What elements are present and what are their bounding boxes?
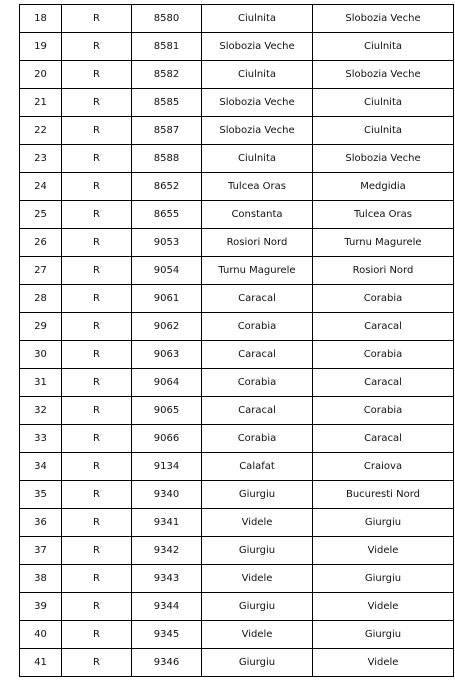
train-number-cell: 9061 xyxy=(132,285,202,313)
train-routes-table xyxy=(19,4,454,677)
category-cell: R xyxy=(62,89,132,117)
train-number-cell: 8588 xyxy=(132,145,202,173)
destination-station-cell: Tulcea Oras xyxy=(313,201,454,229)
origin-station-cell: Giurgiu xyxy=(202,649,313,677)
row-number-cell: 32 xyxy=(20,397,62,425)
row-number-cell: 41 xyxy=(20,649,62,677)
category-cell: R xyxy=(62,33,132,61)
destination-station-cell: Videle xyxy=(313,649,454,677)
row-number-cell: 40 xyxy=(20,621,62,649)
destination-station-cell: Ciulnita xyxy=(313,89,454,117)
category-cell: R xyxy=(62,481,132,509)
origin-station-cell: Tulcea Oras xyxy=(202,173,313,201)
origin-station-cell: Corabia xyxy=(202,313,313,341)
row-number-cell: 20 xyxy=(20,61,62,89)
destination-station-cell: Craiova xyxy=(313,453,454,481)
origin-station-cell: Constanta xyxy=(202,201,313,229)
train-number-cell: 9064 xyxy=(132,369,202,397)
origin-station-cell: Ciulnita xyxy=(202,145,313,173)
train-number-cell: 9063 xyxy=(132,341,202,369)
row-number-cell: 38 xyxy=(20,565,62,593)
destination-station-cell: Slobozia Veche xyxy=(313,145,454,173)
category-cell: R xyxy=(62,425,132,453)
train-number-cell: 8652 xyxy=(132,173,202,201)
destination-station-cell: Ciulnita xyxy=(313,117,454,145)
row-number-cell: 34 xyxy=(20,453,62,481)
train-number-cell: 8587 xyxy=(132,117,202,145)
origin-station-cell: Corabia xyxy=(202,369,313,397)
train-number-cell: 9342 xyxy=(132,537,202,565)
table-row xyxy=(20,509,454,537)
origin-station-cell: Slobozia Veche xyxy=(202,33,313,61)
row-number-cell: 18 xyxy=(20,5,62,33)
destination-station-cell: Giurgiu xyxy=(313,509,454,537)
category-cell: R xyxy=(62,201,132,229)
table-row xyxy=(20,117,454,145)
destination-station-cell: Medgidia xyxy=(313,173,454,201)
train-number-cell: 8581 xyxy=(132,33,202,61)
table-row xyxy=(20,593,454,621)
table-row xyxy=(20,453,454,481)
train-number-cell: 8585 xyxy=(132,89,202,117)
destination-station-cell: Caracal xyxy=(313,425,454,453)
origin-station-cell: Slobozia Veche xyxy=(202,117,313,145)
category-cell: R xyxy=(62,313,132,341)
origin-station-cell: Giurgiu xyxy=(202,537,313,565)
category-cell: R xyxy=(62,453,132,481)
table-row xyxy=(20,5,454,33)
destination-station-cell: Videle xyxy=(313,537,454,565)
train-number-cell: 9065 xyxy=(132,397,202,425)
table-row xyxy=(20,649,454,677)
destination-station-cell: Corabia xyxy=(313,341,454,369)
destination-station-cell: Caracal xyxy=(313,369,454,397)
destination-station-cell: Slobozia Veche xyxy=(313,5,454,33)
table-row xyxy=(20,341,454,369)
category-cell: R xyxy=(62,621,132,649)
table-row xyxy=(20,537,454,565)
destination-station-cell: Corabia xyxy=(313,285,454,313)
category-cell: R xyxy=(62,5,132,33)
table-row xyxy=(20,61,454,89)
row-number-cell: 24 xyxy=(20,173,62,201)
origin-station-cell: Caracal xyxy=(202,397,313,425)
destination-station-cell: Giurgiu xyxy=(313,621,454,649)
table-row xyxy=(20,257,454,285)
table-row xyxy=(20,313,454,341)
row-number-cell: 29 xyxy=(20,313,62,341)
table-row xyxy=(20,397,454,425)
origin-station-cell: Giurgiu xyxy=(202,481,313,509)
row-number-cell: 39 xyxy=(20,593,62,621)
train-number-cell: 9346 xyxy=(132,649,202,677)
train-number-cell: 9345 xyxy=(132,621,202,649)
table-row xyxy=(20,229,454,257)
destination-station-cell: Turnu Magurele xyxy=(313,229,454,257)
category-cell: R xyxy=(62,593,132,621)
destination-station-cell: Bucuresti Nord xyxy=(313,481,454,509)
row-number-cell: 30 xyxy=(20,341,62,369)
category-cell: R xyxy=(62,285,132,313)
train-number-cell: 9344 xyxy=(132,593,202,621)
destination-station-cell: Rosiori Nord xyxy=(313,257,454,285)
train-number-cell: 9343 xyxy=(132,565,202,593)
train-number-cell: 9062 xyxy=(132,313,202,341)
train-number-cell: 9134 xyxy=(132,453,202,481)
category-cell: R xyxy=(62,173,132,201)
row-number-cell: 37 xyxy=(20,537,62,565)
origin-station-cell: Corabia xyxy=(202,425,313,453)
category-cell: R xyxy=(62,145,132,173)
origin-station-cell: Giurgiu xyxy=(202,593,313,621)
table-row xyxy=(20,173,454,201)
origin-station-cell: Calafat xyxy=(202,453,313,481)
table-row xyxy=(20,89,454,117)
category-cell: R xyxy=(62,397,132,425)
row-number-cell: 25 xyxy=(20,201,62,229)
category-cell: R xyxy=(62,61,132,89)
origin-station-cell: Turnu Magurele xyxy=(202,257,313,285)
origin-station-cell: Videle xyxy=(202,565,313,593)
train-number-cell: 9341 xyxy=(132,509,202,537)
origin-station-cell: Ciulnita xyxy=(202,5,313,33)
destination-station-cell: Giurgiu xyxy=(313,565,454,593)
destination-station-cell: Videle xyxy=(313,593,454,621)
row-number-cell: 33 xyxy=(20,425,62,453)
train-number-cell: 8655 xyxy=(132,201,202,229)
table-row xyxy=(20,481,454,509)
origin-station-cell: Rosiori Nord xyxy=(202,229,313,257)
train-number-cell: 8582 xyxy=(132,61,202,89)
table-body xyxy=(20,5,454,677)
destination-station-cell: Ciulnita xyxy=(313,33,454,61)
category-cell: R xyxy=(62,649,132,677)
train-number-cell: 9054 xyxy=(132,257,202,285)
origin-station-cell: Slobozia Veche xyxy=(202,89,313,117)
origin-station-cell: Ciulnita xyxy=(202,61,313,89)
row-number-cell: 35 xyxy=(20,481,62,509)
row-number-cell: 28 xyxy=(20,285,62,313)
table-row xyxy=(20,621,454,649)
destination-station-cell: Slobozia Veche xyxy=(313,61,454,89)
category-cell: R xyxy=(62,117,132,145)
train-number-cell: 9053 xyxy=(132,229,202,257)
train-number-cell: 9340 xyxy=(132,481,202,509)
row-number-cell: 31 xyxy=(20,369,62,397)
destination-station-cell: Caracal xyxy=(313,313,454,341)
category-cell: R xyxy=(62,369,132,397)
row-number-cell: 19 xyxy=(20,33,62,61)
train-number-cell: 9066 xyxy=(132,425,202,453)
row-number-cell: 27 xyxy=(20,257,62,285)
category-cell: R xyxy=(62,257,132,285)
row-number-cell: 36 xyxy=(20,509,62,537)
origin-station-cell: Videle xyxy=(202,509,313,537)
row-number-cell: 26 xyxy=(20,229,62,257)
table-row xyxy=(20,425,454,453)
row-number-cell: 22 xyxy=(20,117,62,145)
train-number-cell: 8580 xyxy=(132,5,202,33)
category-cell: R xyxy=(62,509,132,537)
category-cell: R xyxy=(62,341,132,369)
table-row xyxy=(20,369,454,397)
table-row xyxy=(20,565,454,593)
table-row xyxy=(20,33,454,61)
table-row xyxy=(20,285,454,313)
origin-station-cell: Caracal xyxy=(202,285,313,313)
row-number-cell: 23 xyxy=(20,145,62,173)
origin-station-cell: Videle xyxy=(202,621,313,649)
origin-station-cell: Caracal xyxy=(202,341,313,369)
category-cell: R xyxy=(62,537,132,565)
category-cell: R xyxy=(62,565,132,593)
destination-station-cell: Corabia xyxy=(313,397,454,425)
table-row xyxy=(20,145,454,173)
category-cell: R xyxy=(62,229,132,257)
row-number-cell: 21 xyxy=(20,89,62,117)
table-row xyxy=(20,201,454,229)
